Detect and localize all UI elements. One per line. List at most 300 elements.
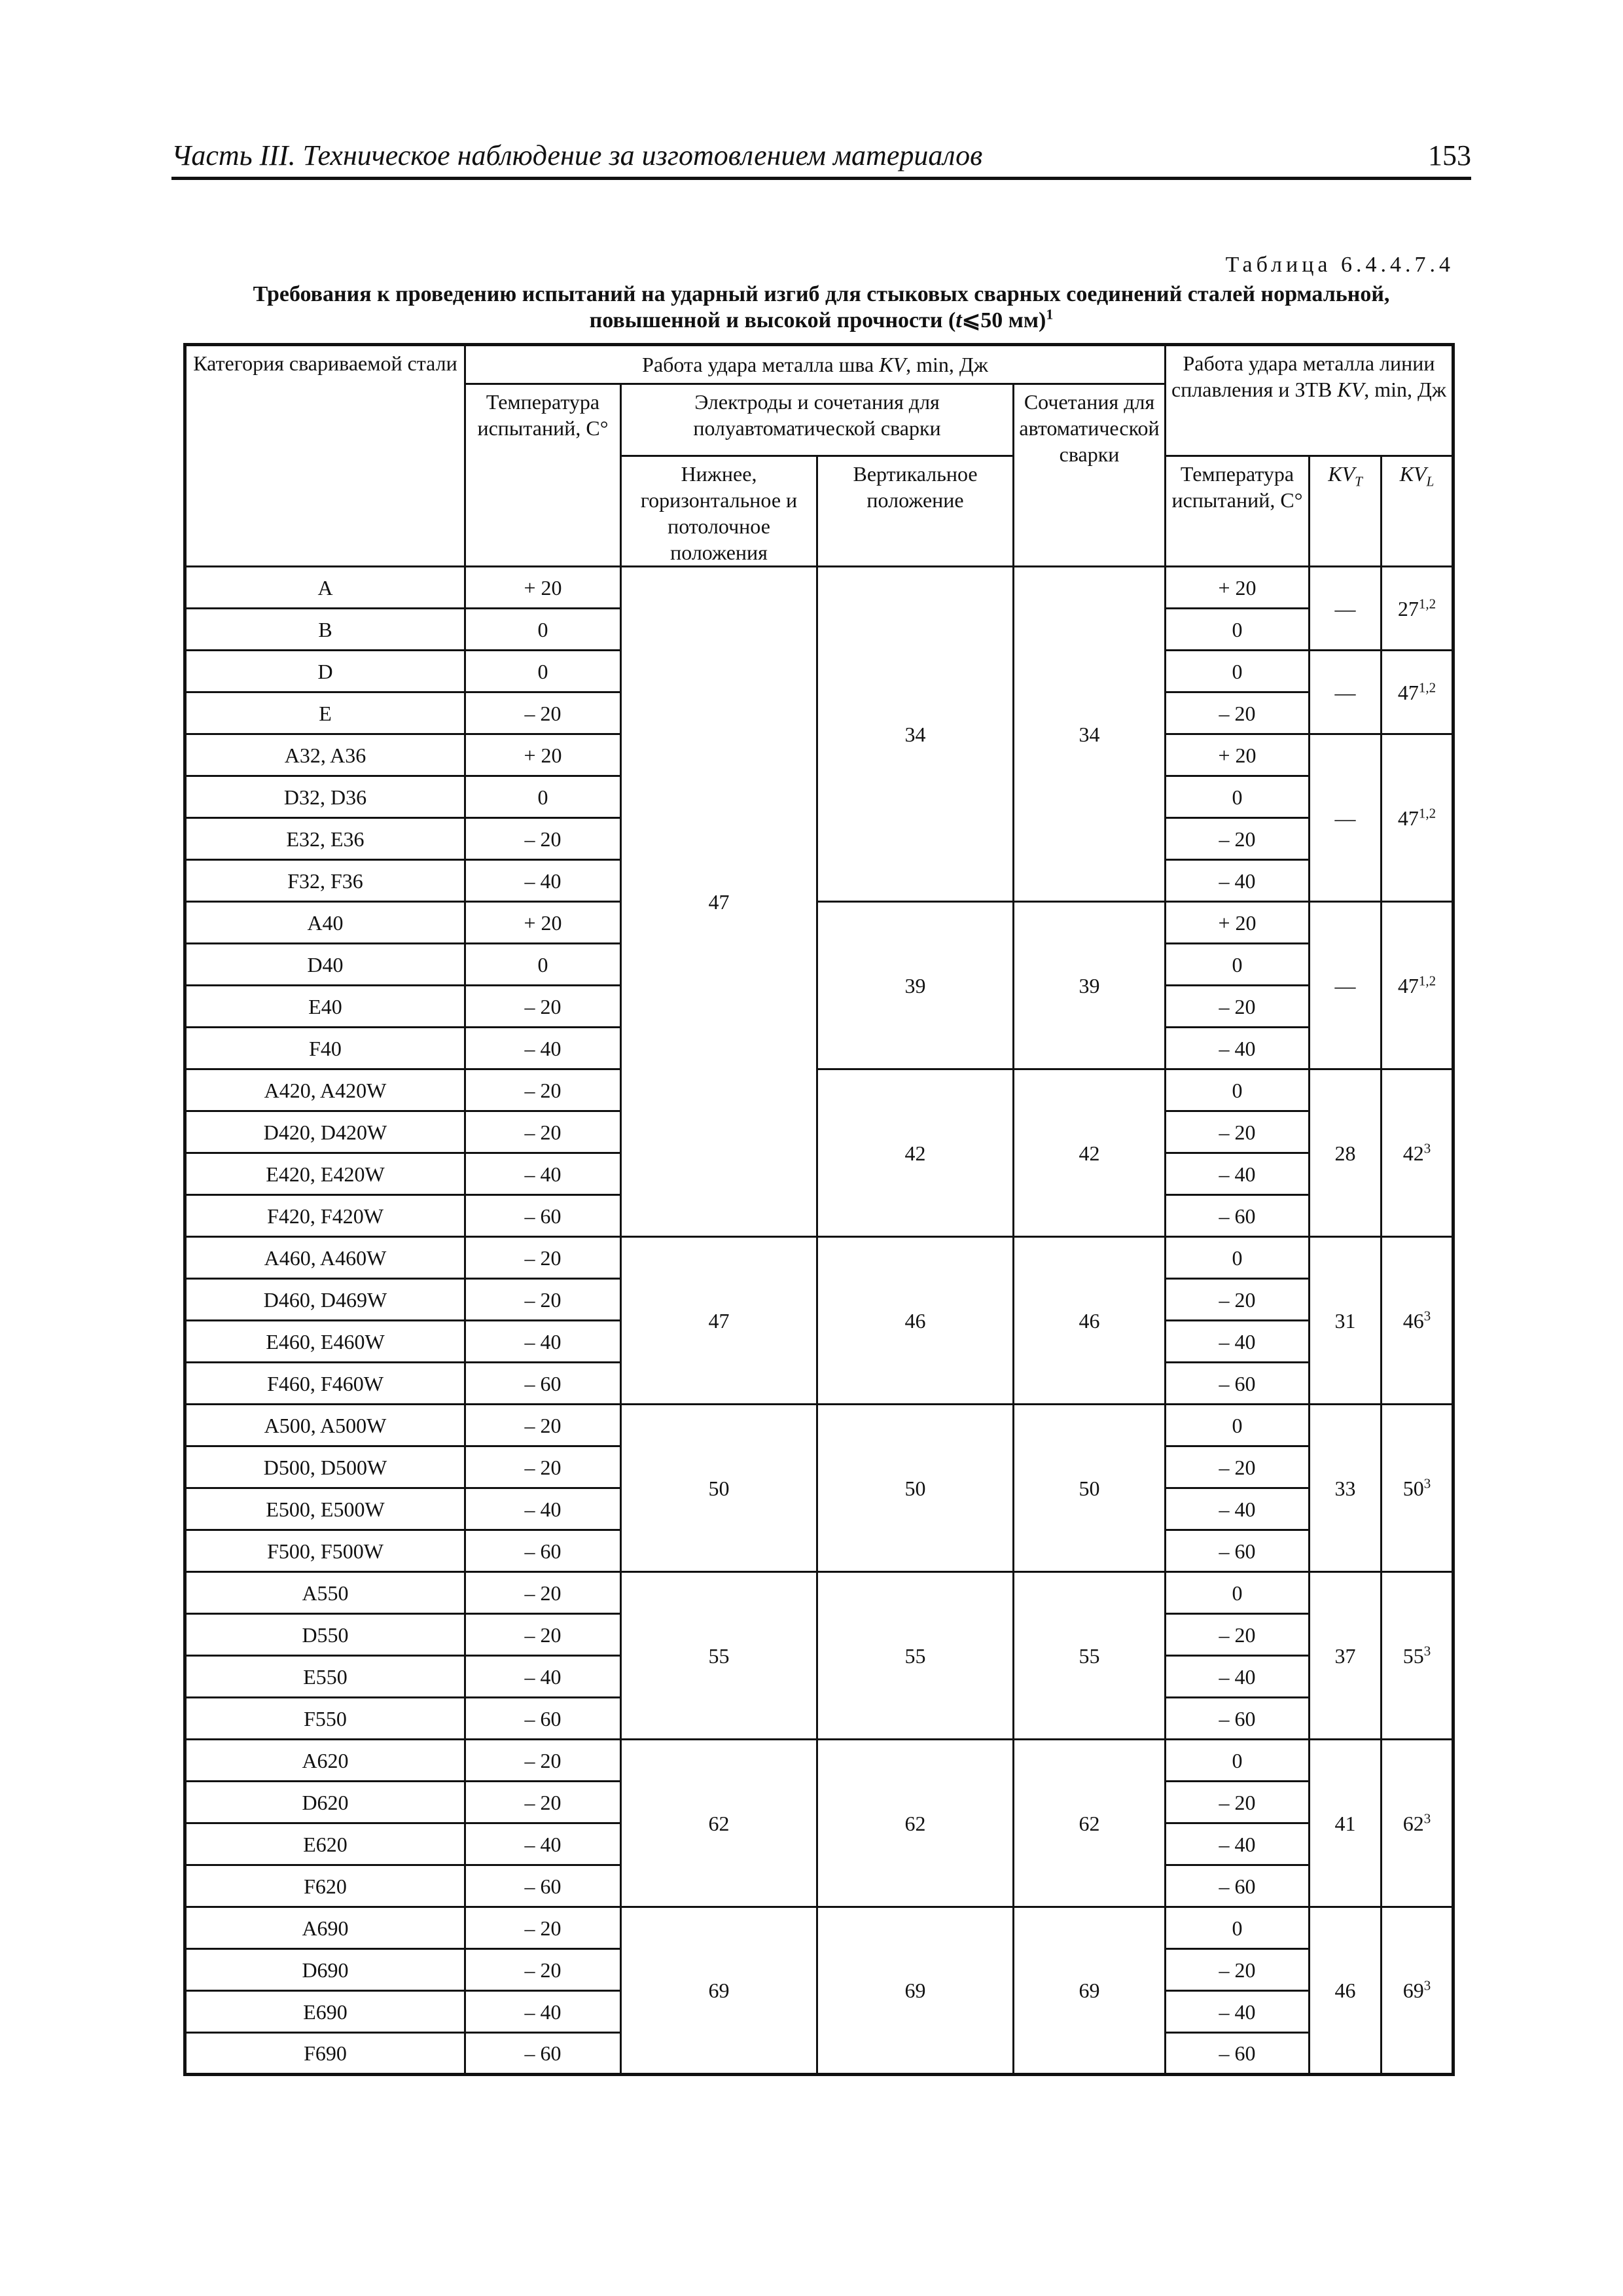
kvt-cell (1310, 902, 1382, 1069)
category-cell-value: F690 (304, 2041, 347, 2065)
temp-cell-value: – 20 (524, 1413, 562, 1437)
kvt-cell-value: — (1334, 596, 1356, 620)
temp-cell-value: – 40 (524, 1162, 562, 1186)
fusion-temp-cell (1166, 567, 1310, 609)
caption-line-1: Требования к проведению испытаний на ударный изгиб для стыковых сварных соединений сталей нормальной, (253, 282, 1390, 306)
category-cell-value: A32, A36 (284, 743, 366, 767)
fusion-group-kv: KV (1337, 378, 1364, 401)
temp-cell-value: 0 (537, 617, 548, 641)
fusion-temp-cell (1166, 944, 1310, 986)
fusion-temp-cell-value: 0 (1232, 1246, 1243, 1270)
temp-cell (465, 986, 621, 1028)
temp-cell-value: – 20 (524, 1958, 562, 1982)
kvt-cell (1310, 734, 1382, 902)
category-cell (185, 1572, 465, 1614)
fusion-temp-cell-value: – 40 (1219, 1664, 1256, 1689)
temp-cell (465, 1446, 621, 1488)
fusion-temp-cell (1166, 1279, 1310, 1321)
auto-welding-cell-value: 46 (1079, 1308, 1100, 1333)
category-cell (185, 609, 465, 651)
bottom-position-cell-value: 62 (708, 1811, 730, 1835)
kvl-cell-value: 42 (1402, 1141, 1424, 1165)
category-cell-value: D32, D36 (283, 785, 367, 809)
kvl-cell-value: 27 (1397, 596, 1419, 620)
kvl-cell-value: 55 (1402, 1643, 1424, 1668)
category-cell-value: D690 (302, 1958, 349, 1982)
bottom-position-cell-value: 50 (708, 1476, 730, 1500)
auto-welding-cell (1014, 1907, 1166, 2075)
vertical-position-cell (817, 1740, 1014, 1907)
table-row (185, 1069, 1454, 1111)
kvt-cell (1310, 567, 1382, 651)
category-cell-value: A (317, 575, 333, 600)
fusion-temp-cell (1166, 1656, 1310, 1698)
kvt-sub: T (1355, 473, 1363, 490)
temp-cell-value: – 60 (524, 1204, 562, 1228)
vertical-position-cell (817, 1907, 1014, 2075)
kvt-cell (1310, 1740, 1382, 1907)
temp-cell (465, 1153, 621, 1195)
temp-cell-value: – 20 (524, 1623, 562, 1647)
vertical-position-cell (817, 1405, 1014, 1572)
fusion-temp-cell-value: 0 (1232, 1413, 1243, 1437)
kvt-cell-value: — (1334, 806, 1356, 830)
kvl-cell (1382, 651, 1454, 734)
kvt-cell-value: — (1334, 680, 1356, 704)
kvl-cell (1382, 1405, 1454, 1572)
temp-cell-value: + 20 (524, 743, 562, 767)
category-cell-value: A690 (302, 1916, 349, 1940)
temp-cell-value: – 20 (524, 1748, 562, 1772)
kvt-text: KV (1328, 462, 1355, 486)
kvl-cell-value: 50 (1402, 1476, 1424, 1500)
temp-cell-value: – 20 (524, 994, 562, 1018)
fusion-temp-cell-value: – 40 (1219, 1832, 1256, 1856)
temp-cell (465, 1069, 621, 1111)
temp-cell-value: – 20 (524, 701, 562, 725)
fusion-temp-cell-value: 0 (1232, 617, 1243, 641)
category-cell-value: F620 (304, 1874, 347, 1898)
temp-cell-value: – 60 (524, 1874, 562, 1898)
category-cell (185, 1740, 465, 1782)
temp-cell (465, 1991, 621, 2033)
temp-cell-value: 0 (537, 659, 548, 683)
temp-cell (465, 734, 621, 776)
temp-cell-value: – 60 (524, 2041, 562, 2065)
kvt-cell-value: 31 (1334, 1308, 1356, 1333)
category-cell-value: E620 (303, 1832, 348, 1856)
fusion-temp-cell-value: – 60 (1219, 1706, 1256, 1731)
temp-cell (465, 1740, 621, 1782)
vertical-position-cell (817, 1237, 1014, 1405)
table-row (185, 1237, 1454, 1279)
temp-cell (465, 1614, 621, 1656)
temp-cell (465, 1698, 621, 1740)
category-cell-value: D500, D500W (263, 1455, 387, 1479)
kvl-cell-value: 47 (1397, 973, 1419, 997)
kvt-cell-value: — (1334, 973, 1356, 997)
vertical-position-cell-value: 42 (904, 1141, 926, 1165)
fusion-temp-cell (1166, 1446, 1310, 1488)
fusion-temp-cell (1166, 1111, 1310, 1153)
fusion-temp-cell (1166, 1823, 1310, 1865)
category-cell-value: E420, E420W (266, 1162, 385, 1186)
caption-prefix: повышенной и высокой прочности ( (589, 308, 956, 332)
category-cell-value: D550 (302, 1623, 349, 1647)
temp-cell-value: – 40 (524, 1832, 562, 1856)
temp-cell-value: – 40 (524, 1664, 562, 1689)
bottom-position-cell (621, 1572, 817, 1740)
category-cell (185, 1153, 465, 1195)
category-cell (185, 692, 465, 734)
fusion-temp-cell (1166, 902, 1310, 944)
vertical-position-cell-value: 39 (904, 973, 926, 997)
kvl-cell (1382, 1740, 1454, 1907)
category-cell-value: A460, A460W (264, 1246, 387, 1270)
category-cell (185, 818, 465, 860)
temp-cell (465, 776, 621, 818)
temp-cell (465, 1572, 621, 1614)
auto-welding-cell-value: 62 (1079, 1811, 1100, 1835)
category-cell-value: A550 (302, 1581, 349, 1605)
vertical-position-cell-value: 50 (904, 1476, 926, 1500)
temp-cell-value: – 40 (524, 1036, 562, 1060)
fusion-temp-cell (1166, 860, 1310, 902)
temp-cell (465, 1823, 621, 1865)
fusion-temp-cell-value: – 60 (1219, 1539, 1256, 1563)
bottom-position-cell-value: 47 (708, 1308, 730, 1333)
bottom-position-cell-value: 69 (708, 1979, 730, 2002)
header-bottom: Нижнее, горизонтальное и потолочное положения (621, 456, 817, 567)
fusion-temp-cell-value: + 20 (1218, 743, 1257, 767)
fusion-group-rest: , min, Дж (1364, 378, 1446, 401)
page-number: 153 (1428, 139, 1471, 171)
category-cell (185, 1321, 465, 1363)
temp-cell (465, 1363, 621, 1405)
temp-cell (465, 1237, 621, 1279)
category-cell-value: A500, A500W (264, 1413, 387, 1437)
header-temp: Температура испытаний, С° (465, 384, 621, 567)
temp-cell (465, 944, 621, 986)
fusion-temp-cell-value: – 40 (1219, 1329, 1256, 1354)
fusion-group-text: Работа удара металла линии сплавления и ЗТВ (1171, 351, 1435, 401)
kvt-cell (1310, 1237, 1382, 1405)
temp-cell (465, 1782, 621, 1823)
category-cell (185, 776, 465, 818)
kvt-cell-value: 28 (1334, 1141, 1356, 1165)
category-cell-value: D40 (307, 952, 344, 977)
kvt-cell-value: 41 (1334, 1811, 1356, 1835)
fusion-temp-cell (1166, 776, 1310, 818)
category-cell (185, 1405, 465, 1446)
caption-t: t (955, 308, 962, 332)
header-fusion-temp: Температура испытаний, С° (1166, 456, 1310, 567)
category-cell (185, 651, 465, 692)
category-cell (185, 1028, 465, 1069)
caption-rest: ⩽50 мм) (961, 308, 1046, 332)
temp-cell (465, 1907, 621, 1949)
fusion-temp-cell-value: – 20 (1219, 1120, 1256, 1144)
kvt-cell (1310, 1069, 1382, 1237)
fusion-temp-cell (1166, 1572, 1310, 1614)
table-row (185, 1740, 1454, 1782)
category-cell (185, 1195, 465, 1237)
fusion-temp-cell-value: – 60 (1219, 1204, 1256, 1228)
fusion-temp-cell (1166, 818, 1310, 860)
fusion-temp-cell (1166, 1698, 1310, 1740)
category-cell-value: A40 (307, 910, 344, 935)
auto-welding-cell-value: 39 (1079, 973, 1100, 997)
fusion-temp-cell-value: – 40 (1219, 2000, 1256, 2024)
fusion-temp-cell (1166, 1614, 1310, 1656)
temp-cell (465, 1865, 621, 1907)
auto-welding-cell-value: 69 (1079, 1979, 1100, 2002)
temp-cell (465, 609, 621, 651)
fusion-temp-cell-value: – 20 (1219, 1790, 1256, 1814)
kvl-cell (1382, 1069, 1454, 1237)
temp-cell-value: – 20 (524, 1581, 562, 1605)
kvt-cell (1310, 1907, 1382, 2075)
category-cell-value: D620 (302, 1790, 349, 1814)
kvt-cell (1310, 1405, 1382, 1572)
auto-welding-cell-value: 50 (1079, 1476, 1100, 1500)
category-cell (185, 1782, 465, 1823)
fusion-temp-cell (1166, 692, 1310, 734)
bottom-position-cell (621, 1740, 817, 1907)
vertical-position-cell (817, 902, 1014, 1069)
fusion-temp-cell (1166, 1363, 1310, 1405)
impact-test-table (183, 343, 1455, 2076)
fusion-temp-cell (1166, 1907, 1310, 1949)
category-cell (185, 902, 465, 944)
table-label: Таблица 6.4.4.7.4 (1225, 253, 1454, 277)
temp-cell-value: – 40 (524, 2000, 562, 2024)
auto-welding-cell (1014, 1405, 1166, 1572)
kvl-cell (1382, 567, 1454, 651)
weld-group-text: Работа удара металла шва (642, 353, 874, 376)
fusion-temp-cell-value: – 20 (1219, 1287, 1256, 1312)
category-cell-value: E500, E500W (266, 1497, 385, 1521)
header-vertical: Вертикальное положение (817, 456, 1014, 567)
fusion-temp-cell (1166, 1237, 1310, 1279)
category-cell-value: F500, F500W (267, 1539, 383, 1563)
kvl-cell-footnote: 3 (1423, 1139, 1431, 1156)
kvl-cell (1382, 902, 1454, 1069)
category-cell-value: A420, A420W (264, 1078, 387, 1102)
kvt-cell (1310, 651, 1382, 734)
temp-cell (465, 860, 621, 902)
fusion-temp-cell-value: 0 (1232, 952, 1243, 977)
fusion-temp-cell (1166, 1028, 1310, 1069)
auto-welding-cell (1014, 1572, 1166, 1740)
fusion-temp-cell-value: 0 (1232, 1078, 1243, 1102)
category-cell-value: E32, E36 (286, 827, 365, 851)
kvl-cell-footnote: 3 (1423, 1642, 1431, 1659)
kvl-cell (1382, 1572, 1454, 1740)
kvl-cell-footnote: 3 (1423, 1475, 1431, 1491)
bottom-position-cell-value: 47 (708, 889, 730, 914)
category-cell (185, 1991, 465, 2033)
fusion-temp-cell (1166, 1321, 1310, 1363)
category-cell-value: E690 (303, 2000, 348, 2024)
category-cell (185, 567, 465, 609)
temp-cell-value: – 60 (524, 1539, 562, 1563)
kvl-cell-footnote: 1,2 (1418, 972, 1436, 988)
header-category: Категория свариваемой стали (185, 345, 465, 567)
fusion-temp-cell (1166, 1949, 1310, 1991)
vertical-position-cell-value: 55 (904, 1643, 926, 1668)
page-header (171, 136, 1471, 175)
temp-cell (465, 2033, 621, 2075)
temp-cell-value: – 20 (524, 827, 562, 851)
vertical-position-cell-value: 69 (904, 1979, 926, 2002)
fusion-temp-cell-value: – 40 (1219, 1497, 1256, 1521)
category-cell (185, 1865, 465, 1907)
vertical-position-cell-value: 46 (904, 1308, 926, 1333)
category-cell (185, 1823, 465, 1865)
fusion-temp-cell-value: 0 (1232, 1581, 1243, 1605)
fusion-temp-cell-value: – 40 (1219, 869, 1256, 893)
kvl-cell (1382, 1237, 1454, 1405)
temp-cell-value: – 20 (524, 1120, 562, 1144)
category-cell (185, 1907, 465, 1949)
fusion-temp-cell (1166, 651, 1310, 692)
fusion-temp-cell (1166, 2033, 1310, 2075)
fusion-temp-cell-value: + 20 (1218, 910, 1257, 935)
fusion-temp-cell-value: 0 (1232, 659, 1243, 683)
temp-cell (465, 1111, 621, 1153)
category-cell (185, 1614, 465, 1656)
kvl-cell-value: 69 (1402, 1979, 1424, 2002)
category-cell (185, 1111, 465, 1153)
fusion-temp-cell-value: – 60 (1219, 1371, 1256, 1395)
fusion-temp-cell (1166, 1530, 1310, 1572)
category-cell-value: E40 (308, 994, 342, 1018)
fusion-temp-cell-value: – 20 (1219, 1623, 1256, 1647)
fusion-temp-cell (1166, 1782, 1310, 1823)
temp-cell (465, 692, 621, 734)
fusion-temp-cell-value: – 40 (1219, 1036, 1256, 1060)
category-cell-value: F550 (304, 1706, 347, 1731)
fusion-temp-cell (1166, 1991, 1310, 2033)
table-row (185, 1572, 1454, 1614)
fusion-temp-cell-value: 0 (1232, 1916, 1243, 1940)
kvt-cell-value: 37 (1334, 1643, 1356, 1668)
bottom-position-cell (621, 567, 817, 1237)
category-cell (185, 1237, 465, 1279)
kvl-cell-footnote: 1,2 (1418, 679, 1436, 695)
category-cell (185, 1363, 465, 1405)
fusion-temp-cell (1166, 1740, 1310, 1782)
category-cell-value: F32, F36 (287, 869, 363, 893)
auto-welding-cell-value: 34 (1079, 722, 1100, 746)
bottom-position-cell (621, 1907, 817, 2075)
category-cell-value: D (317, 659, 333, 683)
table-caption (171, 281, 1471, 334)
table-row (185, 902, 1454, 944)
kvl-cell-value: 47 (1397, 680, 1419, 704)
fusion-temp-cell (1166, 609, 1310, 651)
category-cell (185, 860, 465, 902)
temp-cell (465, 1195, 621, 1237)
kvl-cell-value: 62 (1402, 1811, 1424, 1835)
fusion-temp-cell (1166, 986, 1310, 1028)
fusion-temp-cell-value: – 60 (1219, 2041, 1256, 2065)
vertical-position-cell (817, 1572, 1014, 1740)
kvl-cell-footnote: 3 (1423, 1810, 1431, 1826)
category-cell (185, 1279, 465, 1321)
kvl-cell-footnote: 1,2 (1418, 595, 1436, 611)
category-cell-value: D420, D420W (263, 1120, 387, 1144)
category-cell-value: F420, F420W (267, 1204, 383, 1228)
category-cell-value: E550 (303, 1664, 348, 1689)
temp-cell-value: + 20 (524, 910, 562, 935)
kvl-cell-footnote: 1,2 (1418, 804, 1436, 821)
category-cell-value: F460, F460W (267, 1371, 383, 1395)
fusion-temp-cell (1166, 1195, 1310, 1237)
temp-cell-value: – 20 (524, 1916, 562, 1940)
temp-cell-value: – 40 (524, 869, 562, 893)
running-title: Часть III. Техническое наблюдение за изготовлением материалов (171, 139, 983, 171)
caption-footnote-mark: 1 (1046, 306, 1054, 323)
auto-welding-cell (1014, 902, 1166, 1069)
header-weld-group (465, 345, 1166, 384)
auto-welding-cell (1014, 567, 1166, 902)
kvl-cell (1382, 1907, 1454, 2075)
header-rule (171, 177, 1471, 180)
kvt-cell (1310, 1572, 1382, 1740)
fusion-temp-cell-value: – 20 (1219, 1455, 1256, 1479)
caption-line-2 (171, 308, 1471, 334)
kvl-sub: L (1426, 473, 1435, 490)
fusion-temp-cell-value: – 20 (1219, 994, 1256, 1018)
temp-cell (465, 902, 621, 944)
header-kvl (1382, 456, 1454, 567)
header-fusion-group (1166, 345, 1454, 456)
temp-cell (465, 1028, 621, 1069)
temp-cell-value: – 20 (524, 1455, 562, 1479)
temp-cell-value: – 20 (524, 1078, 562, 1102)
auto-welding-cell (1014, 1740, 1166, 1907)
category-cell (185, 1530, 465, 1572)
fusion-temp-cell-value: – 20 (1219, 827, 1256, 851)
category-cell (185, 2033, 465, 2075)
temp-cell (465, 1405, 621, 1446)
temp-cell-value: – 20 (524, 1790, 562, 1814)
auto-welding-cell-value: 55 (1079, 1643, 1100, 1668)
category-cell (185, 1069, 465, 1111)
fusion-temp-cell (1166, 1069, 1310, 1111)
vertical-position-cell (817, 567, 1014, 902)
temp-cell (465, 1279, 621, 1321)
category-cell (185, 1698, 465, 1740)
fusion-temp-cell (1166, 1153, 1310, 1195)
category-cell-value: F40 (309, 1036, 342, 1060)
temp-cell-value: + 20 (524, 575, 562, 600)
auto-welding-cell-value: 42 (1079, 1141, 1100, 1165)
kvl-text: KV (1399, 462, 1427, 486)
weld-group-rest: , min, Дж (906, 353, 988, 376)
temp-cell (465, 1656, 621, 1698)
vertical-position-cell-value: 34 (904, 722, 926, 746)
category-cell (185, 734, 465, 776)
bottom-position-cell (621, 1237, 817, 1405)
temp-cell (465, 1488, 621, 1530)
temp-cell-value: – 40 (524, 1329, 562, 1354)
temp-cell (465, 651, 621, 692)
temp-cell-value: – 40 (524, 1497, 562, 1521)
bottom-position-cell (621, 1405, 817, 1572)
